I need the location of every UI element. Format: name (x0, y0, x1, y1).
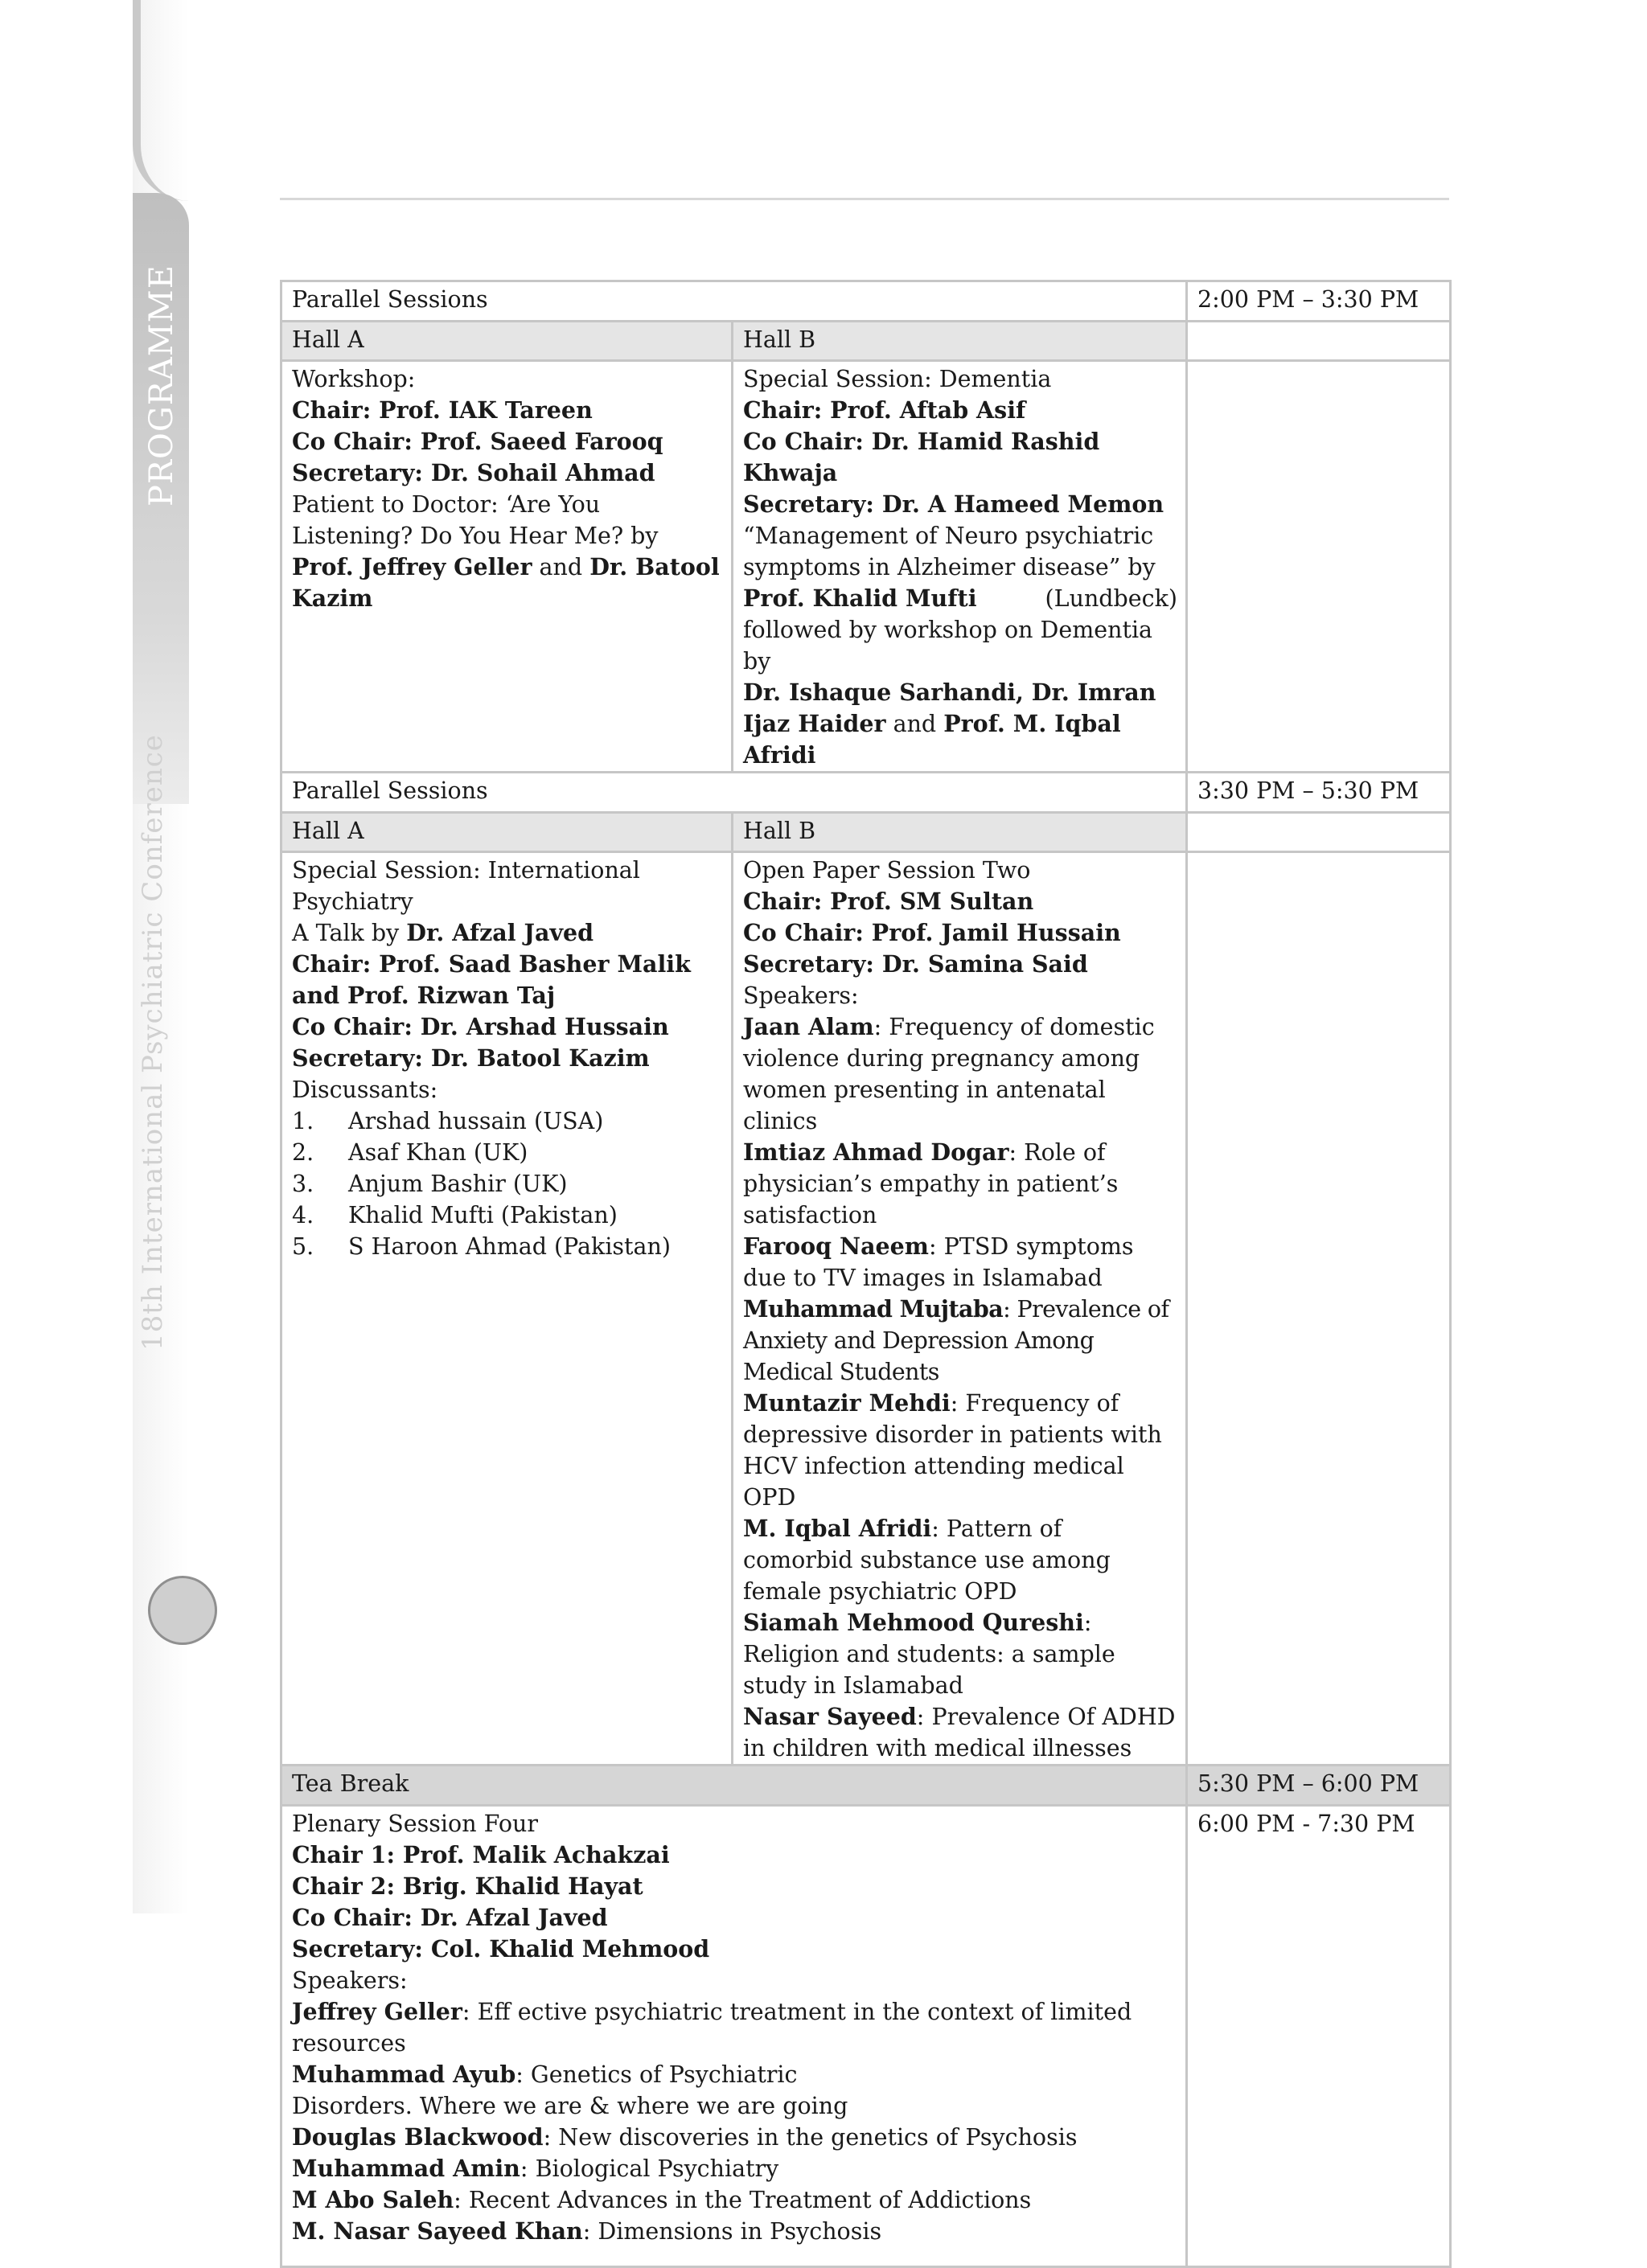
speaker-entry: Jaan Alam: Frequency of domestic violence during pregnancy among women presenting in antenatal clinics (743, 1013, 1155, 1134)
session-secretary: Secretary: Dr. Samina Said (743, 950, 1088, 978)
list-item: 1. Arshad hussain (USA) (292, 1108, 604, 1134)
session-cochair: Co Chair: Prof. Saeed Farooq (292, 428, 663, 455)
header-rule (280, 198, 1449, 200)
hall-a-session (281, 361, 733, 773)
table-row (281, 813, 1451, 852)
session-cochair: Co Chair: Dr. Afzal Javed (292, 1904, 608, 1931)
session-secretary: Secretary: Dr. A Hameed Memon (743, 490, 1164, 518)
table-row (281, 322, 1451, 361)
session-title: Special Session: International Psychiatry (292, 857, 640, 915)
speakers-label: Speakers: (292, 1967, 408, 1994)
speaker-entry: Muntazir Mehdi: Frequency of depressive disorder in patients with HCV infection attending medical OPD (743, 1389, 1162, 1511)
workshop-note: followed by workshop on Dementia by (743, 617, 1153, 675)
speaker-entry: Muhammad Amin: Biological Psychiatry (292, 2155, 779, 2182)
session-secretary: Secretary: Dr. Batool Kazim (292, 1044, 650, 1072)
speaker-entry: Siamah Mehmood Qureshi: Religion and students: a sample study in Islamabad (743, 1609, 1115, 1699)
session-cochair: Co Chair: Dr. Arshad Hussain (292, 1013, 669, 1040)
session-chair: Chair 1: Prof. Malik Achakzai (292, 1841, 670, 1868)
table-row (281, 773, 1451, 813)
hall-b-header: Hall B (733, 322, 1187, 361)
session-chair: Chair: Prof. Aftab Asif (743, 396, 1026, 424)
session-title: Workshop: (292, 366, 416, 392)
session-secretary: Secretary: Col. Khalid Mehmood (292, 1935, 710, 1962)
speaker-entry: Muhammad Mujtaba: Prevalence of Anxiety and Depression Among Medical Students (743, 1295, 1169, 1385)
session-cochair: Co Chair: Dr. Hamid Rashid Khwaja (743, 428, 1100, 486)
session-label: Parallel Sessions (281, 281, 1187, 322)
talk-speaker: Prof. Khalid Mufti (Lundbeck) (743, 584, 1178, 612)
speaker-entry: M Abo Saleh: Recent Advances in the Treatment of Addictions (292, 2186, 1032, 2213)
empty-cell (1187, 322, 1451, 361)
session-title: Special Session: Dementia (743, 366, 1052, 392)
programme-table (280, 280, 1452, 2268)
session-chair: Chair 2: Brig. Khalid Hayat (292, 1872, 643, 1900)
session-time: 3:30 PM – 5:30 PM (1187, 773, 1451, 813)
page-marker (148, 1576, 217, 1645)
speaker-entry: Imtiaz Ahmad Dogar: Role of physician’s empathy in patient’s satisfaction (743, 1138, 1119, 1228)
session-time: 2:00 PM – 3:30 PM (1187, 281, 1451, 322)
speaker-entry: Nasar Sayeed: Prevalence Of ADHD in children with medical illnesses (743, 1703, 1176, 1761)
session-chair: Chair: Prof. SM Sultan (743, 888, 1034, 915)
break-time: 5:30 PM – 6:00 PM (1187, 1766, 1451, 1806)
discussants-label: Discussants: (292, 1077, 438, 1103)
empty-cell (1187, 852, 1451, 1766)
hall-a-header: Hall A (281, 813, 733, 852)
discussants-list (292, 1105, 723, 1262)
talk-description: “Management of Neuro psychiatric symptoms in Alzheimer disease” by (743, 523, 1156, 580)
speaker-entry: M. Nasar Sayeed Khan: Dimensions in Psychosis (292, 2217, 882, 2245)
speakers-label: Speakers: (743, 982, 859, 1009)
table-row (281, 1806, 1451, 2267)
session-time: 6:00 PM - 7:30 PM (1187, 1806, 1451, 2267)
hall-a-header: Hall A (281, 322, 733, 361)
speaker-entry: Jeffrey Geller: Eff ective psychiatric treatment in the context of limited resources (292, 1998, 1132, 2057)
speaker-entry: Farooq Naeem: PTSD symptoms due to TV images in Islamabad (743, 1232, 1134, 1291)
speaker-entry: Muhammad Ayub: Genetics of Psychiatric Disorders. Where we are & where we are going (292, 2061, 848, 2119)
hall-a-session (281, 852, 733, 1766)
conference-title: 18th International Psychiatric Conference (137, 734, 169, 1351)
session-chair: Chair: Prof. Saad Basher Malik and Prof. Rizwan Taj (292, 950, 691, 1009)
table-row (281, 361, 1451, 773)
talk-by: A Talk by Dr. Afzal Javed (292, 919, 594, 946)
speaker-entry: Douglas Blackwood: New discoveries in the genetics of Psychosis (292, 2123, 1078, 2151)
list-item: 3. Anjum Bashir (UK) (292, 1171, 568, 1197)
table-row (281, 1766, 1451, 1806)
session-chair: Chair: Prof. IAK Tareen (292, 396, 593, 424)
break-label: Tea Break (281, 1766, 1187, 1806)
session-label: Parallel Sessions (281, 773, 1187, 813)
workshop-leaders: Dr. Ishaque Sarhandi, Dr. Imran Ijaz Haider and Prof. M. Iqbal Afridi (743, 679, 1156, 769)
empty-cell (1187, 813, 1451, 852)
sidebar-curve (133, 0, 189, 201)
plenary-session (281, 1806, 1187, 2267)
hall-b-header: Hall B (733, 813, 1187, 852)
session-secretary: Secretary: Dr. Sohail Ahmad (292, 459, 655, 486)
hall-b-session (733, 852, 1187, 1766)
hall-b-session (733, 361, 1187, 773)
section-label: PROGRAMME (143, 265, 180, 507)
session-title: Open Paper Session Two (743, 857, 1031, 884)
session-title: Plenary Session Four (292, 1811, 538, 1837)
speaker-entry: M. Iqbal Afridi: Pattern of comorbid substance use among female psychiatric OPD (743, 1515, 1111, 1605)
session-cochair: Co Chair: Prof. Jamil Hussain (743, 919, 1121, 946)
talk-description: Patient to Doctor: ‘Are You Listening? Do You Hear Me? by Prof. Jeffrey Geller and Dr. Batool Kazim (292, 491, 720, 612)
list-item: 5. S Haroon Ahmad (Pakistan) (292, 1233, 671, 1260)
table-row (281, 281, 1451, 322)
list-item: 4. Khalid Mufti (Pakistan) (292, 1202, 618, 1228)
table-row (281, 852, 1451, 1766)
list-item: 2. Asaf Khan (UK) (292, 1139, 528, 1166)
empty-cell (1187, 361, 1451, 773)
